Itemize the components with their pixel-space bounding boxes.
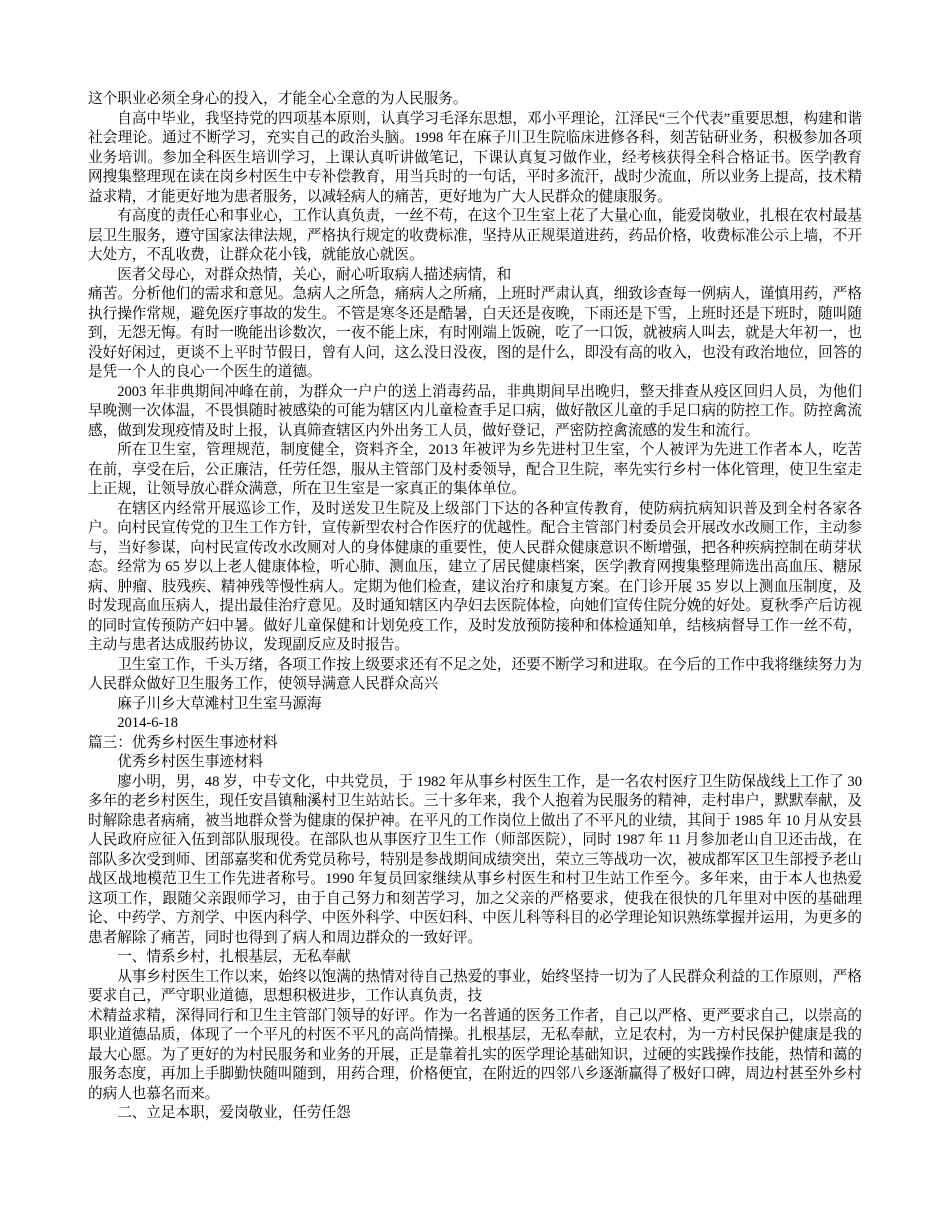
paragraph: 优秀乡村医生事迹材料 [117, 754, 264, 770]
paragraph: 有高度的责任心和事业心，工作认真负责，一丝不苟，在这个卫生室上花了大量心血，能爱岗敬业，扎根在农村最基层卫生服务，遵守国家法律法规，严格执行规定的收费标准，坚持从正规渠道进药，药品价格，收费标准公示上墙，不开大处方，不乱收费，让群众花小钱，就能放心就医。 [88, 208, 862, 263]
paragraph: 2014-6-18 [117, 715, 178, 731]
document-body [88, 90, 862, 1124]
paragraph: 一、情系乡村，扎根基层，无私奉献 [117, 949, 351, 965]
paragraph: 自高中毕业，我坚持党的四项基本原则，认真学习毛泽东思想，邓小平理论，江泽民“三个代表”重要思想，构建和谐社会理论。通过不断学习，充实自己的政治头脑。1998 年在麻子川卫生院临床进修各科，刻苦钻研业务，积极参加各项业务培训。参加全科医生培训学习，上课认真听讲做笔记，下课认真复习做作业，经考核获得全科合格证书。医学|教育网搜集整理现在读在岗乡村医生中专补偿教育，用当兵时的一句话，平时多流汗，战时少流血，所以业务上提高，技术精益求精，才能更好地为患者服务，以减轻病人的痛苦，更好地为广大人民群众的健康服务。 [88, 110, 862, 205]
paragraph: 所在卫生室，管理规范，制度健全，资料齐全，2013 年被评为乡先进村卫生室，个人被评为先进工作者本人，吃苦在前，享受在后，公正廉洁，任劳任怨，服从主管部门及村委领导，配合卫生院，率先实行乡村一体化管理，使卫生室走上正规，让领导放心群众满意，所在卫生室是一家真正的集体单位。 [88, 442, 862, 497]
paragraph: 在辖区内经常开展巡诊工作，及时送发卫生院及上级部门下达的各种宣传教育，使防病抗病知识普及到全村各家各户。向村民宣传党的卫生工作方针，宣传新型农村合作医疗的优越性。配合主管部门村委员会开展改水改厕工作，主动参与，当好参谋，向村民宣传改水改厕对人的身体健康的重要性，使人民群众健康意识不断增强，把各种疾病控制在萌芽状态。经常为 65 岁以上老人健康体检，听心肺、测血压，建立了居民健康档案，医学|教育网搜集整理筛选出高血压、糖尿病、肿瘤、肢残疾、精神残等慢性病人。定期为他们检查，建议治疗和康复方案。在门诊开展 35 岁以上测血压制度，及时发现高血压病人，提出最佳治疗意见。及时通知辖区内孕妇去医院体检，向她们宣传住院分娩的好处。夏秋季产后访视的同时宣传预防产妇中暑。做好儿童保健和计划免疫工作，及时发放预防接种和体检通知单，结核病督导工作一丝不苟，主动与患者达成服药协议，发现副反应及时报告。 [88, 500, 862, 653]
paragraph: 术精益求精，深得同行和卫生主管部门领导的好评。作为一名普通的医务工作者，自己以严格、更严要求自己，以崇高的职业道德品质，体现了一个平凡的村医不平凡的高尚情操。扎根基层，无私奉献，立足农村，为一方村民保护健康是我的最大心愿。为了更好的为村民服务和业务的开展，正是靠着扎实的医学理论基础知识，过硬的实践操作技能，热情和蔼的服务态度，再加上手脚勤快随叫随到，用药合理，价格便宜，在附近的四邻八乡逐渐赢得了极好口碑，周边村甚至外乡村的病人也慕名而来。 [88, 1007, 862, 1102]
paragraph: 医者父母心，对群众热情，关心，耐心听取病人描述病情，和 [117, 266, 512, 283]
paragraph: 廖小明，男，48 岁，中专文化，中共党员，于 1982 年从事乡村医生工作，是一名农村医疗卫生防保战线上工作了 30 多年的老乡村医生，现任安昌镇釉溪村卫生站站长。三十多年来，我个人抱着为民服务的精神，走村串户，默默奉献，及时解除患者病痛，被当地群众誉为健康的保护神。在平凡的工作岗位上做出了不平凡的业绩，其间于 1985 年 10 月从安县人民政府应征入伍到部队服现役。在部队也从事医疗卫生工作（师部医院），同时 1987 年 11 月参加老山自卫还击战，在部队多次受到师、团部嘉奖和优秀党员称号，特别是参战期间成绩突出，荣立三等战功一次，被成都军区卫生部授予老山战区战地模范卫生工作先进者称号。1990 年复员回家继续从事乡村医生和村卫生站工作至今。多年来，由于本人也热爱这项工作，跟随父亲跟师学习，由于自己努力和刻苦学习，加之父亲的严格要求，使我在很快的几年里对中医的基础理论、中药学、方剂学、中医内科学、中医外科学、中医妇科、中医儿科等科目的必学理论知识熟练掌握并运用，为更多的患者解除了痛苦，同时也得到了病人和周边群众的一致好评。 [88, 773, 862, 946]
paragraph: 二、立足本职，爱岗敬业，任劳任怨 [117, 1105, 351, 1121]
paragraph: 篇三：优秀乡村医生事迹材料 [88, 734, 278, 751]
paragraph: 从事乡村医生工作以来，始终以饱满的热情对待自己热爱的事业，始终坚持一切为了人民群众利益的工作原则，严格要求自己，严守职业道德，思想积极进步，工作认真负责，技 [88, 968, 862, 1004]
paragraph: 麻子川乡大草滩村卫生室马源海 [117, 695, 322, 712]
paragraph: 这个职业必须全身心的投入，才能全心全意的为人民服务。 [88, 91, 468, 107]
paragraph: 痛苦。分析他们的需求和意见。急病人之所急，痛病人之所痛，上班时严肃认真，细致诊查每一例病人，谨慎用药，严格执行操作常规，避免医疗事故的发生。不管是寒冬还是酷暑，白天还是夜晚，下雨还是下雪，上班时还是下班时，随叫随到，无怨无悔。有时一晚能出诊数次，一夜不能上床，有时刚端上饭碗，吃了一口饭，就被病人叫去，就是大年初一，也没好好闲过，更谈不上平时节假日，曾有人问，这么没日没夜，图的是什么，即没有高的收入，也没有政治地位，回答的是凭一个人的良心一个医生的道德。 [88, 286, 862, 380]
paragraph: 卫生室工作，千头万绪，各项工作按上级要求还有不足之处，还要不断学习和进取。在今后的工作中我将继续努力为人民群众做好卫生服务工作，使领导满意人民群众高兴 [88, 656, 862, 692]
paragraph: 2003 年非典期间冲峰在前，为群众一户户的送上消毒药品，非典期间早出晚归，整天排查从疫区回归人员，为他们早晚测一次体温，不畏惧随时被感染的可能为辖区内儿童检查手足口病，做好散区儿童的手足口病的防控工作。防控禽流感，做到发现疫情及时上报，认真筛查辖区内外出务工人员，做好登记，严密防控禽流感的发生和流行。 [88, 383, 862, 439]
